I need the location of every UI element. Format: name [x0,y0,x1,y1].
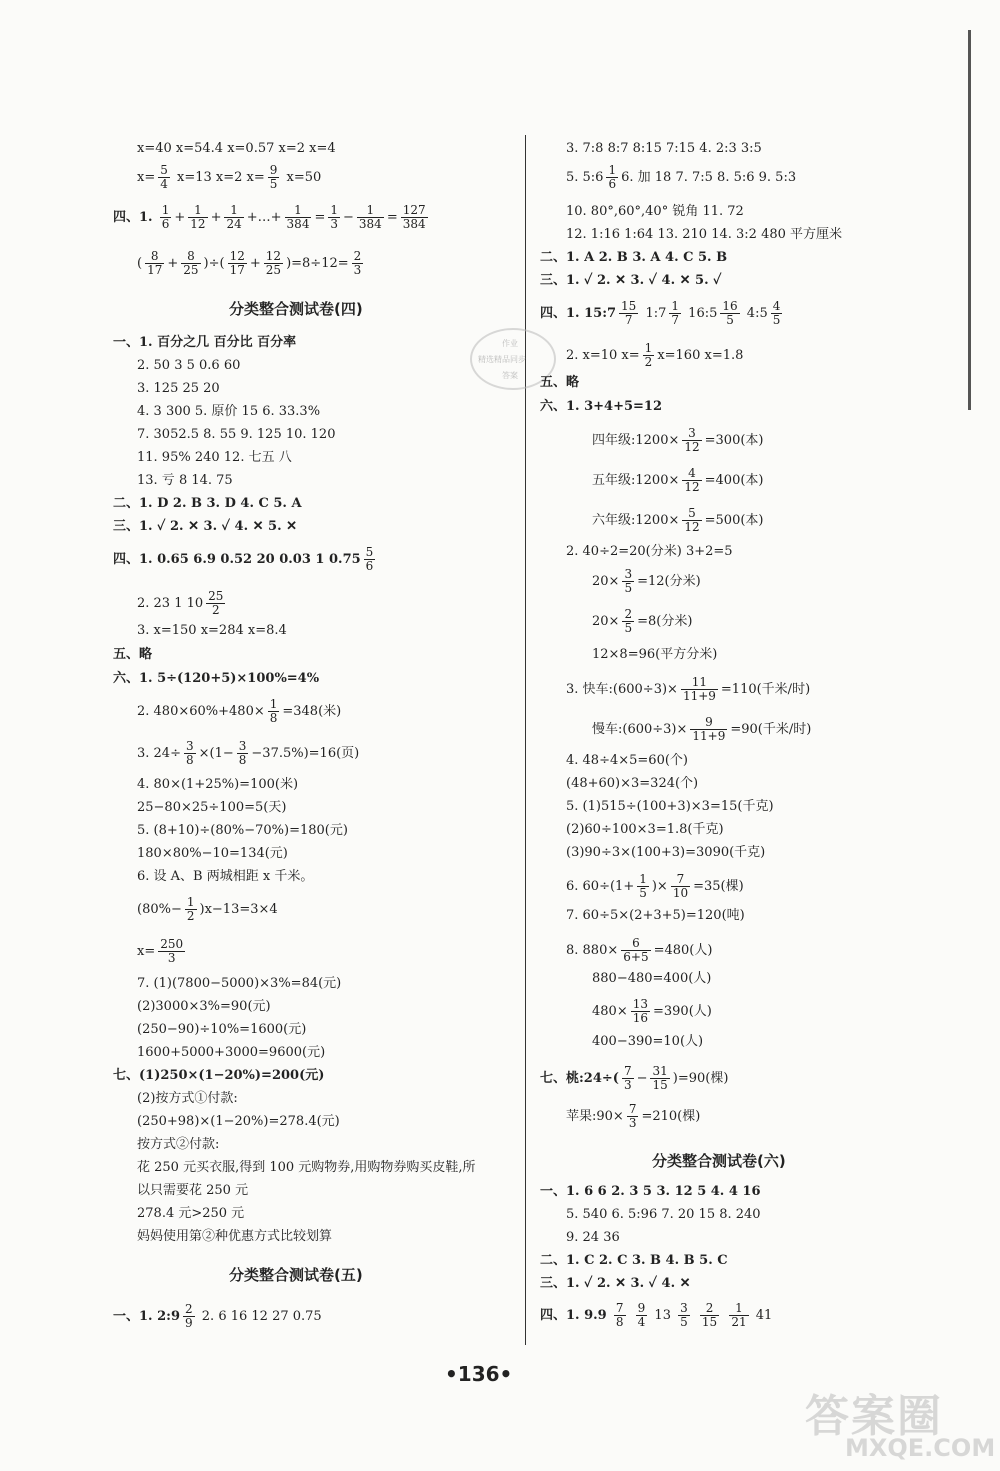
answer-line: 慢车:(600÷3)× $\frac{9}{11+9}$ =90(千米/时) [592,715,812,743]
answer-line: 3. 24÷ $\frac{3}{8}$ ×(1− $\frac{3}{8}$ −37.5%)=16(页) [137,739,360,767]
answer-line: 七、(1)250×(1−20%)=200(元) [113,1068,325,1083]
answer-line: (2)按方式①付款: [137,1091,238,1106]
answer-line: 六、1. 5÷(120+5)×100%=4% [113,671,320,686]
watermark-logo: 答案圈 MXQE.COM [805,1391,996,1462]
answer-line: 20× $\frac{2}{5}$ =8(分米) [592,607,693,635]
answer-line: (2)3000×3%=90(元) [137,999,271,1014]
answer-line: 8. 880× $\frac{6}{6+5}$ =480(人) [566,936,713,964]
answer-line: 3. x=150 x=284 x=8.4 [137,623,287,638]
answer-line: 苹果:90× $\frac{7}{3}$ =210(棵) [566,1102,701,1130]
answer-line: 2. x=10 x= $\frac{1}{2}$ x=160 x=1.8 [566,341,744,369]
page-edge-line [968,30,971,410]
answer-line: 3. 快车:(600÷3)× $\frac{11}{11+9}$ =110(千米/时) [566,675,811,703]
answer-line: (2)60÷100×3=1.8(千克) [566,822,724,837]
answer-line: x= $\frac{250}{3}$ [137,937,184,965]
answer-line: 三、1. ✓ 2. ✕ 3. ✓ 4. ✕ 5. ✕ [113,519,298,534]
page-number: •136• [445,1362,513,1386]
answer-line: 六年级:1200× $\frac{5}{12}$ =500(本) [592,506,764,534]
answer-line: 4. 3 300 5. 原价 15 6. 33.3% [137,404,321,419]
answer-line: 二、1. D 2. B 3. D 4. C 5. A [113,496,302,511]
answer-line: 10. 80°,60°,40° 锐角 11. 72 [566,204,744,219]
answer-line: 一、1. 百分之几 百分比 百分率 [113,335,297,350]
answer-line: 5. 5:6 $\frac{1}{6}$ 6. 加 18 7. 7:5 8. 5:6 9. 5:3 [566,163,797,191]
answer-line: 2. 50 3 5 0.6 60 [137,358,241,373]
answer-line: 四、1. 15:7 $\frac{15}{7}$ 1:7 $\frac{1}{7}$ 16:5 $\frac{16}{5}$ 4:5 $\frac{4}{5}$ [540,299,781,327]
answer-line: 2. 23 1 10 $\frac{25}{2}$ [137,589,224,617]
answer-line: 5. 540 6. 5:96 7. 20 15 8. 240 [566,1207,761,1222]
answer-line: 12×8=96(平方分米) [592,647,718,662]
answer-line: 12. 1:16 1:64 13. 210 14. 3:2 480 平方厘米 [566,227,843,242]
answer-line: 4. 80×(1+25%)=100(米) [137,777,299,792]
answer-line: x= $\frac{5}{4}$ x=13 x=2 x= $\frac{9}{5}$ x=50 [137,163,322,191]
answer-line: 二、1. C 2. C 3. B 4. B 5. C [540,1253,728,1268]
answer-line: 2. 480×60%+480× $\frac{1}{8}$ =348(米) [137,697,342,725]
answer-line: 9. 24 36 [566,1230,620,1245]
answer-line: 二、1. A 2. B 3. A 4. C 5. B [540,250,728,265]
answer-line: 四、1. 0.65 6.9 0.52 20 0.03 1 0.75 $\frac{5}{6}$ [113,545,374,573]
answer-line: 400−390=10(人) [592,1034,704,1049]
answer-line: 五、略 [540,375,580,390]
answer-line: (250−90)÷10%=1600(元) [137,1022,307,1037]
answer-line: 20× $\frac{3}{5}$ =12(分米) [592,567,701,595]
answer-line: 1600+5000+3000=9600(元) [137,1045,326,1060]
answer-line: 六、1. 3+4+5=12 [540,399,663,414]
answer-line: 三、1. ✓ 2. ✕ 3. ✓ 4. ✕ 5. ✓ [540,273,722,288]
answer-line: 11. 95% 240 12. 七五 八 [137,450,292,465]
answer-line: 480× $\frac{13}{16}$ =390(人) [592,997,712,1025]
answer-line: 三、1. ✓ 2. ✕ 3. ✓ 4. ✕ [540,1276,691,1291]
answer-line: 一、1. 6 6 2. 3 5 3. 12 5 4. 4 16 [540,1184,761,1199]
answer-line: 五、略 [113,647,153,662]
section-title: 分类整合测试卷(四) [229,300,363,318]
answer-line: 妈妈使用第②种优惠方式比较划算 [137,1229,333,1244]
answer-line: 6. 设 A、B 两城相距 x 千米。 [137,869,314,884]
answer-line: ( $\frac{8}{17}$ + $\frac{8}{25}$ )÷( $\frac{12}{17}$ + $\frac{12}{25}$ )=8÷12= $\frac{2}{3}$ [137,249,362,277]
answer-line: 五年级:1200× $\frac{4}{12}$ =400(本) [592,466,764,494]
answer-line: 3. 125 25 20 [137,381,220,396]
answer-line: (48+60)×3=324(个) [566,776,699,791]
answer-line: 4. 48÷4×5=60(个) [566,753,688,768]
section-title: 分类整合测试卷(六) [652,1152,786,1170]
answer-line: 13. 亏 8 14. 75 [137,473,233,488]
answer-line: 278.4 元>250 元 [137,1206,245,1221]
answer-line: 180×80%−10=134(元) [137,846,288,861]
answer-line: 5. (8+10)÷(80%−70%)=180(元) [137,823,348,838]
answer-line: (3)90÷3×(100+3)=3090(千克) [566,845,766,860]
answer-line: 5. (1)515÷(100+3)×3=15(千克) [566,799,774,814]
answer-line: 四、1. 9.9 $\frac{7}{8}$ $\frac{9}{4}$ 13 $\frac{3}{5}$ $\frac{2}{15}$ $\frac{1}{21}$ 41 [540,1301,773,1329]
answer-line: 四年级:1200× $\frac{3}{12}$ =300(本) [592,426,764,454]
answer-line: 2. 40÷2=20(分米) 3+2=5 [566,544,733,559]
answer-line: 7. 60÷5×(2+3+5)=120(吨) [566,908,745,923]
answer-line: (250+98)×(1−20%)=278.4(元) [137,1114,340,1129]
answer-line: 以只需要花 250 元 [137,1183,249,1198]
answer-line: 3. 7:8 8:7 8:15 7:15 4. 2:3 3:5 [566,141,762,156]
answer-line: (80%− $\frac{1}{2}$ )x−13=3×4 [137,895,278,923]
answer-line: 四、1. $\frac{1}{6}$ + $\frac{1}{12}$ + $\frac{1}{24}$ +…+ $\frac{1}{384}$ = $\frac{1}{3}$ − $\frac{1}{384}$ = $\frac{127}{384}$ [113,203,426,231]
answer-line: x=40 x=54.4 x=0.57 x=2 x=4 [137,141,336,156]
answer-line: 7. 3052.5 8. 55 9. 125 10. 120 [137,427,336,442]
answer-line: 七、桃:24÷( $\frac{7}{3}$ − $\frac{31}{15}$ )=90(棵) [540,1064,729,1092]
answer-line: 25−80×25÷100=5(天) [137,800,287,815]
answer-line: 一、1. 2:9 $\frac{2}{9}$ 2. 6 16 12 27 0.75 [113,1302,322,1330]
answer-line: 880−480=400(人) [592,971,712,986]
answer-line: 6. 60÷(1+ $\frac{1}{5}$ )× $\frac{7}{10}$ =35(棵) [566,872,744,900]
column-divider [525,135,526,1345]
stamp-seal: 作业 精选精品同步 答案 [470,328,556,390]
answer-line: 7. (1)(7800−5000)×3%=84(元) [137,976,342,991]
section-title: 分类整合测试卷(五) [229,1266,363,1284]
answer-line: 按方式②付款: [137,1137,220,1152]
answer-line: 花 250 元买衣服,得到 100 元购物券,用购物券购买皮鞋,所 [137,1160,476,1175]
